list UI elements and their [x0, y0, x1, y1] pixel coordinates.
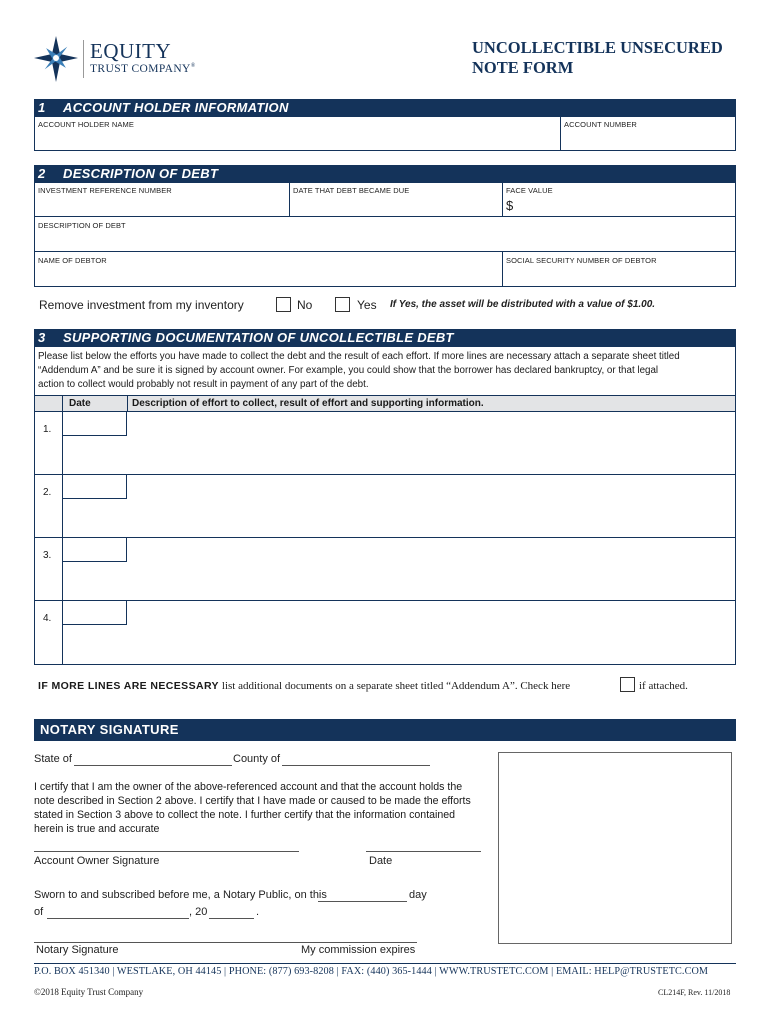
row-number: 2.	[43, 487, 52, 498]
debtor-ssn-label: SOCIAL SECURITY NUMBER OF DEBTOR	[506, 256, 657, 265]
debtor-name-label: NAME OF DEBTOR	[38, 256, 107, 265]
sworn-period: .	[256, 906, 260, 918]
notary-signature-label: Notary Signature	[36, 944, 119, 956]
more-lines-text: list additional documents on a separate sheet titled “Addendum A”. Check here	[221, 680, 571, 692]
state-input[interactable]	[74, 765, 232, 766]
section3-number: 3	[38, 330, 46, 345]
of-label: of	[34, 906, 44, 918]
registered-mark: ®	[190, 63, 196, 70]
remove-no-checkbox[interactable]	[276, 297, 291, 312]
remove-yes-label: Yes	[357, 298, 377, 312]
description-of-debt-field[interactable]	[34, 216, 736, 252]
cert-line4: herein is true and accurate	[34, 823, 160, 835]
face-value-field[interactable]	[502, 182, 736, 217]
more-lines-suffix: if attached.	[639, 680, 688, 692]
owner-signature-input[interactable]	[34, 851, 299, 852]
footer-rule	[34, 963, 736, 964]
county-input[interactable]	[282, 765, 430, 766]
certification-text	[34, 780, 471, 836]
effort-row[interactable]	[35, 538, 735, 601]
effort-row[interactable]	[35, 475, 735, 538]
remove-investment-label: Remove investment from my inventory	[39, 298, 244, 312]
debtor-ssn-field[interactable]	[502, 251, 736, 287]
sworn-year-input[interactable]	[209, 918, 254, 919]
sworn-text: Sworn to and subscribed before me, a Notary Public, on this	[34, 889, 327, 901]
addendum-attached-checkbox[interactable]	[620, 677, 635, 692]
account-number-label: ACCOUNT NUMBER	[564, 120, 637, 129]
effort-row[interactable]	[35, 601, 735, 664]
investment-ref-label: INVESTMENT REFERENCE NUMBER	[38, 186, 172, 195]
year-prefix: , 20	[189, 906, 208, 918]
effort-row[interactable]	[35, 412, 735, 475]
form-title	[472, 38, 723, 78]
commission-expires-label: My commission expires	[301, 944, 416, 956]
day-label: day	[409, 889, 427, 901]
row-date-field[interactable]	[62, 475, 127, 499]
row-date-field[interactable]	[62, 538, 127, 562]
section1-header	[34, 99, 736, 117]
section2-number: 2	[38, 166, 46, 181]
section2-title: DESCRIPTION OF DEBT	[63, 166, 219, 181]
cert-line3: stated in Section 3 above to collect the note. I further certify that the information contained	[34, 809, 456, 821]
row-number: 1.	[43, 424, 52, 435]
remove-yes-checkbox[interactable]	[335, 297, 350, 312]
sworn-day-input[interactable]	[318, 901, 407, 902]
notary-header	[34, 719, 736, 741]
form-title-line2: NOTE FORM	[472, 58, 574, 77]
more-lines-note	[38, 680, 570, 692]
face-value-symbol: $	[506, 198, 514, 213]
logo-main-text: EQUITY	[90, 39, 172, 63]
col-description-header: Description of effort to collect, result of effort and supporting information.	[132, 398, 484, 409]
notary-signature-input[interactable]	[34, 942, 417, 943]
row-number: 4.	[43, 613, 52, 624]
section1-title: ACCOUNT HOLDER INFORMATION	[63, 100, 289, 115]
account-holder-name-field[interactable]	[34, 116, 561, 151]
row-date-field[interactable]	[62, 601, 127, 625]
star-logo-icon	[32, 34, 80, 84]
remove-no-label: No	[297, 298, 313, 312]
form-title-line1: UNCOLLECTIBLE UNSECURED	[472, 38, 723, 57]
state-label: State of	[34, 753, 72, 765]
col-date-header: Date	[69, 398, 91, 409]
logo-sub-text	[90, 63, 196, 75]
cert-line1: I certify that I am the owner of the above-referenced account and that the account holds the	[34, 781, 463, 793]
section2-header	[34, 165, 736, 183]
date-due-label: DATE THAT DEBT BECAME DUE	[293, 186, 410, 195]
date-due-field[interactable]	[289, 182, 503, 217]
row-date-field[interactable]	[62, 412, 127, 436]
owner-signature-label: Account Owner Signature	[34, 855, 160, 867]
instructions-line1: Please list below the efforts you have made to collect the debt and the result of each effort. If more lines are necessary attach a separate sheet titled	[38, 351, 680, 362]
notary-title: NOTARY SIGNATURE	[40, 722, 179, 737]
sworn-month-input[interactable]	[47, 918, 189, 919]
cert-line2: note described in Section 2 above. I certify that I have made or caused to be made the efforts	[34, 795, 471, 807]
logo-divider	[83, 40, 84, 78]
section3-title: SUPPORTING DOCUMENTATION OF UNCOLLECTIBLE DEBT	[63, 330, 454, 345]
notary-seal-box[interactable]	[498, 752, 732, 944]
county-label: County of	[233, 753, 281, 765]
account-holder-name-label: ACCOUNT HOLDER NAME	[38, 120, 134, 129]
section3-instructions	[34, 346, 736, 396]
debtor-name-field[interactable]	[34, 251, 503, 287]
row-number: 3.	[43, 550, 52, 561]
logo	[30, 34, 210, 86]
footer-contact: P.O. BOX 451340 | WESTLAKE, OH 44145 | PHONE: (877) 693-8208 | FAX: (440) 365-1444 | WWW.TRUSTETC.COM | EMAIL: HELP@TRUSTETC.COM	[34, 966, 709, 977]
instructions-line3: action to collect would probably not result in payment of any part of the debt.	[38, 379, 369, 390]
account-number-field[interactable]	[560, 116, 736, 151]
owner-date-label: Date	[369, 855, 393, 867]
description-of-debt-label: DESCRIPTION OF DEBT	[38, 221, 126, 230]
owner-date-input[interactable]	[366, 851, 481, 852]
footer-form-id: CL214F, Rev. 11/2018	[658, 988, 731, 997]
section3-header	[34, 329, 736, 347]
instructions-line2: “Addendum A” and be sure it is signed by account owner. For example, you could show that the borrower has declared bankruptcy, or that legal	[38, 365, 659, 376]
more-lines-bold: IF MORE LINES ARE NECESSARY	[38, 680, 219, 692]
investment-ref-field[interactable]	[34, 182, 290, 217]
logo-sub-label: TRUST COMPANY	[90, 63, 191, 75]
face-value-label: FACE VALUE	[506, 186, 553, 195]
footer-copyright: ©2018 Equity Trust Company	[34, 987, 144, 997]
section1-number: 1	[38, 100, 46, 115]
col-divider-2	[127, 396, 128, 412]
remove-yes-note: If Yes, the asset will be distributed with a value of $1.00.	[390, 299, 656, 310]
